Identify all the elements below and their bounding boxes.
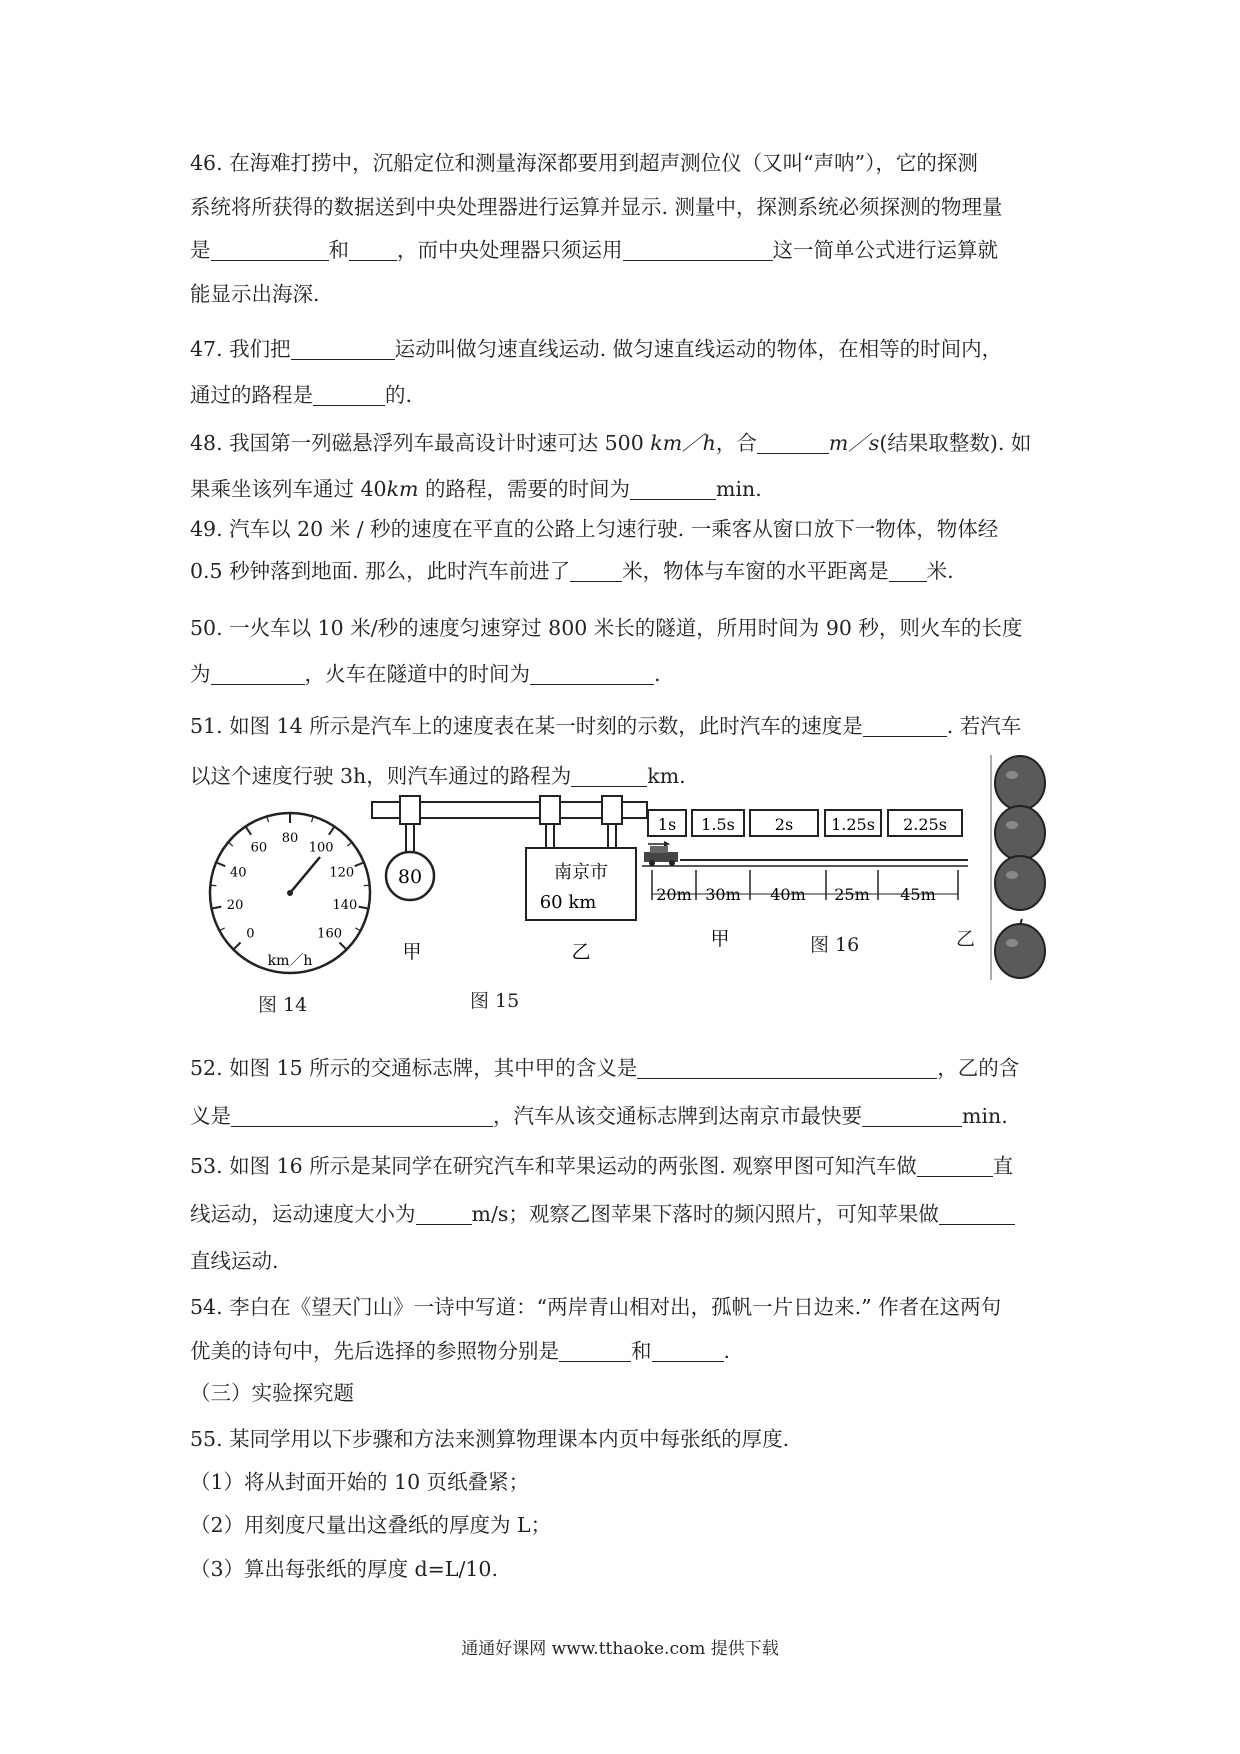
q55-step-1: （1）将从封面开始的 10 页纸叠紧； (190, 1470, 530, 1494)
time-label: 1.25s (831, 815, 875, 834)
speedometer-tick (355, 928, 360, 931)
q48-unit: km／h (650, 431, 716, 455)
q48-text: ，合 (715, 431, 757, 455)
q51-text: km. (647, 764, 686, 788)
figure-15-traffic-signs (370, 790, 650, 970)
q55-step-3: （3）算出每张纸的厚度 d=L/10. (190, 1557, 498, 1581)
q53-text: m/s；观察乙图苹果下落时的频闪照片，可知苹果做 (471, 1202, 939, 1226)
speedometer-hub (287, 890, 293, 896)
q48-text: 48. 我国第一列磁悬浮列车最高设计时速可达 500 (190, 431, 651, 455)
q46-blank-1[interactable] (211, 238, 329, 261)
q51-text: 以这个速度行驶 3h，则汽车通过的路程为 (190, 764, 572, 788)
q46-line1: 46. 在海难打捞中，沉船定位和测量海深都要用到超声测位仪（又叫“声呐”），它的探测 (190, 151, 978, 175)
q48-unit: m／s (828, 431, 880, 455)
q51-blank-2[interactable] (571, 764, 647, 787)
speedometer-unit: km／h (267, 953, 313, 969)
q52-text: 义是 (190, 1104, 231, 1128)
q50-text: . (654, 662, 661, 686)
label-jia: 甲 (402, 941, 422, 963)
q52-text: min. (962, 1104, 1008, 1128)
q54-blank-2[interactable] (652, 1339, 724, 1362)
speedometer-tick-label: 20 (226, 897, 244, 913)
q52-blank-1[interactable] (637, 1056, 937, 1079)
q47-line1 (190, 334, 1002, 364)
q50-blank-2[interactable] (530, 662, 654, 685)
q48-line2 (190, 474, 762, 504)
q49-text: 0.5 秒钟落到地面. 那么，此时汽车前进了 (190, 559, 571, 583)
q54-text: 和 (631, 1339, 652, 1363)
figure-16-caption: 图 16 (810, 934, 860, 956)
q46-text: 这一简单公式进行运算就 (772, 238, 998, 262)
speedometer-tick (246, 826, 252, 834)
q47-blank-1[interactable] (291, 337, 395, 360)
distance-label: 40m (770, 885, 806, 904)
car-time-boxes (648, 810, 962, 836)
q46-line3 (190, 235, 998, 265)
distance-label: 45m (900, 885, 936, 904)
q50-line1: 50. 一火车以 10 米/秒的速度匀速穿过 800 米长的隧道，所用时间为 90 秒，则火车的长度 (190, 616, 1023, 640)
q49-blank-2[interactable] (889, 559, 927, 582)
speedometer-tick (219, 928, 224, 931)
q48-blank-1[interactable] (757, 431, 829, 454)
q50-blank-1[interactable] (211, 662, 305, 685)
q46-blank-2[interactable] (349, 238, 397, 261)
q51-text: . 若汽车 (946, 714, 1022, 738)
figure-14-caption: 图 14 (258, 994, 308, 1016)
speedometer-tick (212, 907, 222, 909)
label-jia: 甲 (710, 928, 730, 950)
q48-blank-2[interactable] (630, 477, 716, 500)
speedometer-tick-label: 40 (229, 865, 247, 881)
q46-text: 和 (328, 238, 349, 262)
speedometer-tick (347, 842, 352, 846)
distance-label: 25m (834, 885, 870, 904)
q51-blank-1[interactable] (863, 714, 947, 737)
time-label: 1s (657, 815, 677, 834)
time-label: 2.25s (903, 815, 947, 834)
q51-line1 (190, 711, 1021, 741)
car-icon (644, 841, 678, 866)
q54-line2 (190, 1336, 730, 1366)
q48-text: min. (716, 477, 762, 501)
apple-icon (995, 755, 1045, 810)
q52-blank-2[interactable] (231, 1104, 493, 1127)
q54-text: 优美的诗句中，先后选择的参照物分别是 (190, 1339, 559, 1363)
q48-line1 (190, 428, 1031, 458)
q55-line1: 55. 某同学用以下步骤和方法来测算物理课本内页中每张纸的厚度. (190, 1427, 790, 1451)
speedometer-tick-label: 0 (246, 926, 255, 942)
speedometer-tick (210, 885, 216, 886)
q52-text: ，乙的含 (937, 1056, 1020, 1080)
distance-sign-km: 60 km (539, 892, 597, 913)
q52-text: ，汽车从该交通标志牌到达南京市最快要 (493, 1104, 862, 1128)
q49-text: 米. (926, 559, 954, 583)
speedometer-tick (233, 942, 240, 949)
q54-blank-1[interactable] (559, 1339, 631, 1362)
speedometer-labels (227, 831, 358, 942)
q50-text: 为 (190, 662, 211, 686)
distance-sign-city: 南京市 (554, 862, 608, 883)
speedometer-tick (355, 862, 364, 866)
page-footer: 通通好课网 www.tthaoke.com 提供下载 (461, 1639, 779, 1659)
speedometer-tick (329, 826, 335, 834)
q53-blank-2[interactable] (416, 1202, 472, 1225)
q52-line2 (190, 1101, 1008, 1131)
speedometer-tick-label: 100 (308, 840, 334, 856)
speedometer-tick (339, 942, 346, 949)
q52-blank-3[interactable] (862, 1104, 962, 1127)
figure-14-speedometer (205, 805, 375, 985)
speed-limit-value: 80 (397, 866, 423, 888)
q48-text: 的路程，需要的时间为 (418, 477, 631, 501)
section-heading: （三）实验探究题 (190, 1381, 354, 1405)
distance-label: 20m (656, 885, 692, 904)
car-distance-scale (652, 870, 958, 904)
q53-text: 53. 如图 16 所示是某同学在研究汽车和苹果运动的两张图. 观察甲图可知汽车做 (190, 1154, 917, 1178)
q49-line2 (190, 556, 954, 586)
apple-icon (995, 856, 1045, 910)
speedometer-tick-label: 160 (317, 926, 343, 942)
q47-text: 运动叫做匀速直线运动. 做匀速直线运动的物体，在相等的时间内， (394, 337, 1003, 361)
q52-line1 (190, 1053, 1019, 1083)
speedometer-tick-label: 140 (332, 897, 358, 913)
distance-label: 30m (705, 885, 741, 904)
q46-line2: 系统将所获得的数据送到中央处理器进行运算并显示. 测量中，探测系统必须探测的物理量 (190, 195, 1003, 219)
q48-text: (结果取整数). 如 (879, 431, 1032, 455)
speedometer-needle (290, 857, 320, 893)
figure-16-car-motion (640, 800, 970, 960)
q49-blank-1[interactable] (570, 559, 622, 582)
q46-blank-3[interactable] (623, 238, 773, 261)
q47-line2 (190, 380, 412, 410)
q51-text: 51. 如图 14 所示是汽车上的速度表在某一时刻的示数，此时汽车的速度是 (190, 714, 863, 738)
q50-line2 (190, 659, 661, 689)
q50-text: ，火车在隧道中的时间为 (304, 662, 530, 686)
q53-text: 直 (992, 1154, 1014, 1178)
speedometer-tick (228, 842, 233, 846)
time-label: 2s (774, 815, 794, 834)
apple-icon (995, 806, 1045, 860)
q52-text: 52. 如图 15 所示的交通标志牌，其中甲的含义是 (190, 1056, 638, 1080)
speedometer-tick-label: 60 (250, 840, 268, 856)
q53-line1 (190, 1151, 1013, 1181)
q47-text: 47. 我们把 (190, 337, 291, 361)
q53-line2 (190, 1199, 1015, 1229)
q53-text: 线运动，运动速度大小为 (190, 1202, 416, 1226)
q46-text: ，而中央处理器只须运用 (397, 238, 623, 262)
q51-line2 (190, 761, 686, 791)
q48-text: 果乘坐该列车通过 40 (190, 477, 387, 501)
q46-text: 是 (190, 238, 211, 262)
speedometer-tick (364, 885, 370, 886)
q47-text: 通过的路程是 (190, 383, 313, 407)
label-yi: 乙 (571, 941, 591, 963)
label-yi: 乙 (956, 928, 976, 950)
q47-blank-2[interactable] (313, 383, 385, 406)
q53-blank-1[interactable] (917, 1154, 993, 1177)
speedometer-tick (359, 907, 369, 909)
q49-line1: 49. 汽车以 20 米 / 秒的速度在平直的公路上匀速行驶. 一乘客从窗口放下一物体，物体经 (190, 517, 999, 541)
figure-15-caption: 图 15 (470, 990, 520, 1012)
q53-line3: 直线运动. (190, 1249, 279, 1273)
q47-text: 的. (385, 383, 413, 407)
speedometer-tick (216, 862, 225, 866)
apple-icon (995, 919, 1045, 978)
q55-step-2: （2）用刻度尺量出这叠纸的厚度为 L； (190, 1513, 552, 1537)
q49-text: 米，物体与车窗的水平距离是 (622, 559, 889, 583)
q53-blank-3[interactable] (939, 1202, 1015, 1225)
speedometer-tick-label: 80 (281, 831, 299, 846)
time-label: 1.5s (701, 815, 735, 834)
speedometer-tick-label: 120 (329, 865, 355, 881)
q46-line4: 能显示出海深. (190, 282, 320, 306)
q54-text: . (723, 1339, 731, 1363)
figure-16-apple-photos (990, 755, 1050, 980)
q48-unit: km (386, 477, 419, 501)
q54-line1: 54. 李白在《望天门山》一诗中写道：“两岸青山相对出，孤帆一片日边来.” 作者在这两句 (190, 1295, 1002, 1319)
